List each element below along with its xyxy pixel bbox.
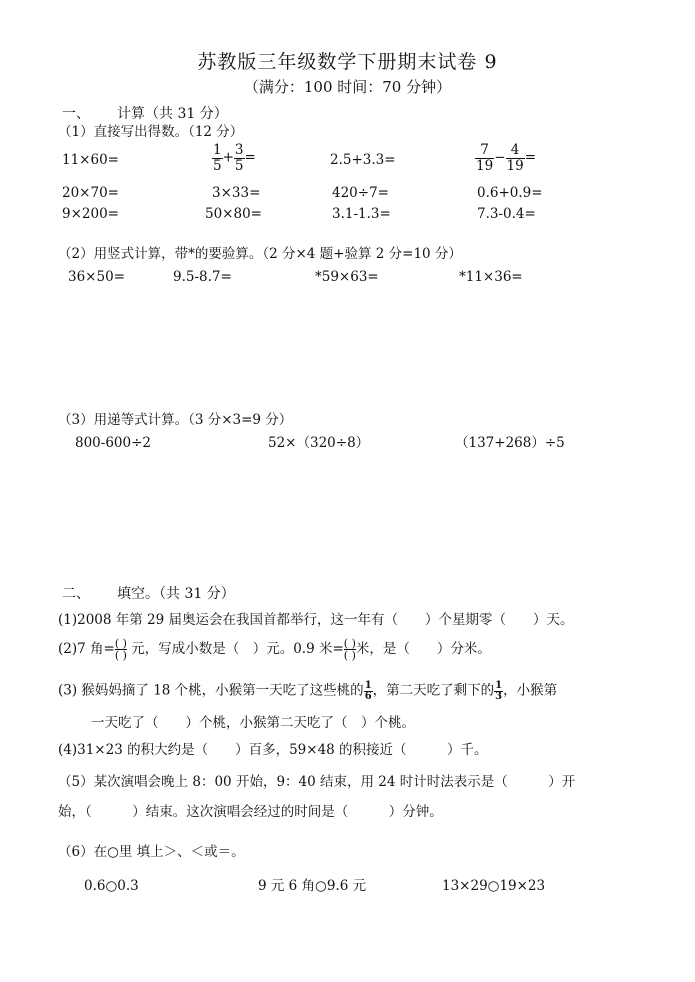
part3-title: （3）用递等式计算。（3 分×3=9 分） [58,412,293,428]
fill-question-2 [58,638,491,661]
fraction-3-5 [234,143,245,174]
fraction-7-19 [475,143,494,174]
fraction-denominator: 5 [234,157,244,174]
vertical-calc-2: 9.5-8.7= [173,269,232,285]
fill-question-3-line2: 一天吃了（ ）个桃，小猴第二天吃了（ ）个桃。 [91,715,415,731]
q2-prefix: (2)7 角= [58,640,115,657]
calc-r3-c3: 3.1-1.3= [332,206,391,222]
section1-number: 一、 [62,106,90,122]
blank-denominator: ( ) [343,649,356,662]
stepwise-calc-3: （137+268）÷5 [455,435,565,451]
section1-heading: 计算（共 31 分） [117,106,228,122]
fraction-denominator: 5 [213,157,222,174]
calc-r1-c1: 11×60= [62,152,119,168]
equals-sign: = [524,149,536,166]
fill-question-1: (1)2008 年第 29 届奥运会在我国首都举行，这一年有（ ）个星期零（ ）天。 [58,612,574,628]
blank-fraction-2 [344,638,356,661]
fill-question-4: (4)31×23 的积大约是（ ）百多，59×48 的积接近（ ）千。 [58,742,488,758]
q3-text-a: (3) 猴妈妈摘了 18 个桃，小猴第一天吃了这些桃的 [58,682,364,699]
compare-item-3: 13×29○19×23 [442,878,546,894]
calc-r3-c1: 9×200= [62,206,119,222]
exam-subtitle: （满分：100 时间：70 分钟） [243,78,452,96]
calc-r1-c2 [212,143,256,174]
fraction-one-sixth [364,681,373,701]
calc-r1-c3: 2.5+3.3= [330,152,396,168]
q3-text-b: ，第二天吃了剩下的 [372,682,495,699]
exam-title: 苏教版三年级数学下册期末试卷 9 [197,51,498,73]
fraction-denominator: 19 [506,157,524,174]
compare-item-1: 0.6○0.3 [84,878,139,894]
fraction-denominator: 6 [364,690,372,702]
stepwise-calc-2: 52×（320÷8） [268,435,370,451]
part2-title: （2）用竖式计算，带*的要验算。（2 分×4 题+验算 2 分=10 分） [58,246,462,262]
fraction-numerator: 4 [506,143,525,159]
fraction-denominator: 3 [495,690,503,702]
section2-heading: 填空。（共 31 分） [117,586,235,602]
q3-text-c: ，小猴第 [503,682,558,699]
calc-r1-c4 [475,143,536,174]
fill-question-5-line1: （5）某次演唱会晚上 8：00 开始，9：40 结束，用 24 时计时法表示是（ ）开 [58,774,576,790]
fraction-numerator: 3 [234,142,244,158]
fraction-4-19 [506,143,525,174]
fraction-one-third [494,681,503,701]
fill-question-3-line1 [58,681,557,701]
blank-fraction-1 [115,638,127,661]
blank-denominator: ( ) [114,649,127,662]
fraction-numerator: 1 [364,680,372,691]
compare-item-2: 9 元 6 角○9.6 元 [258,878,367,894]
calc-r2-c1: 20×70= [62,185,119,201]
fraction-1-5 [212,143,223,174]
q2-suffix: 米，是（ ）分米。 [355,640,491,657]
operator: + [222,149,234,166]
fraction-denominator: 19 [476,157,494,174]
fraction-numerator: 1 [213,142,222,158]
operator: − [494,149,506,166]
vertical-calc-1: 36×50= [68,269,125,285]
stepwise-calc-1: 800-600÷2 [75,435,151,451]
calc-r3-c2: 50×80= [205,206,262,222]
blank-numerator: ( ) [114,637,127,650]
blank-numerator: ( ) [343,637,356,650]
fill-question-6-title: （6）在○里 填上＞、＜或＝。 [58,844,245,860]
part1-title: （1）直接写出得数。（12 分） [58,124,244,140]
section2-number: 二、 [62,586,90,602]
fill-question-5-line2: 始，（ ）结束。这次演唱会经过的时间是（ ）分钟。 [58,804,443,820]
calc-r2-c4: 0.6+0.9= [477,185,543,201]
calc-r2-c3: 420÷7= [332,185,389,201]
vertical-calc-4: *11×36= [459,269,523,285]
fraction-numerator: 1 [495,680,503,691]
calc-r2-c2: 3×33= [212,185,261,201]
vertical-calc-3: *59×63= [315,269,379,285]
equals-sign: = [244,149,256,166]
calc-r3-c4: 7.3-0.4= [477,206,536,222]
fraction-numerator: 7 [475,143,494,159]
q2-middle: 元，写成小数是（ ）元。0.9 米= [126,640,344,657]
